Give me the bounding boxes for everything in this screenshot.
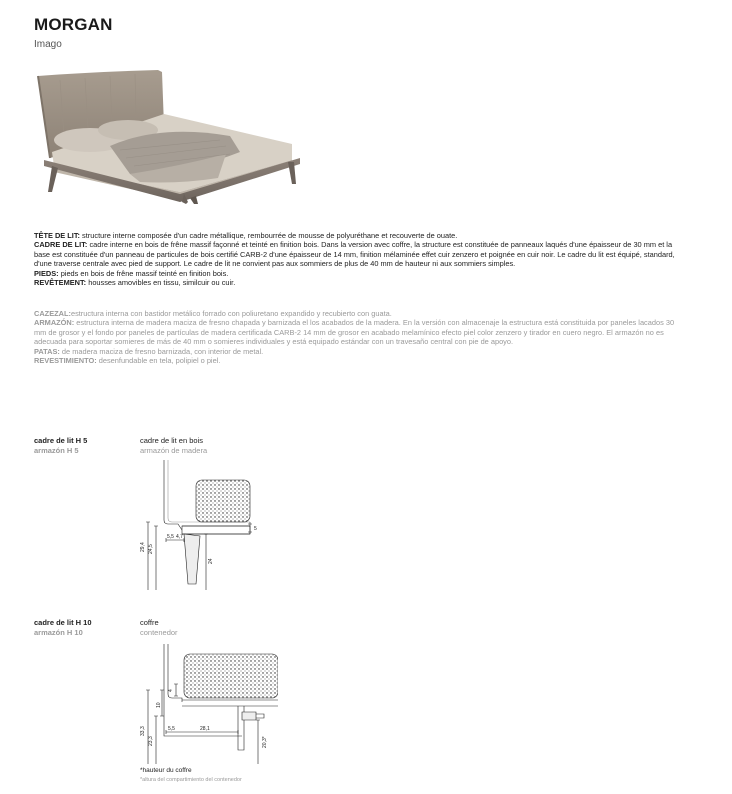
dim6-text: 20,3* — [262, 736, 268, 748]
pieds-label: PIEDS: — [34, 268, 59, 278]
cazezal-paragraph — [34, 309, 686, 318]
dim3-text: 10 — [156, 702, 162, 708]
section2-caption: coffre — [140, 618, 159, 627]
dim2-text: 24,5 — [148, 544, 154, 554]
revestimiento-text: desenfundable en tela, polipiel o piel. — [96, 356, 221, 366]
dim2-text: 23,3 — [148, 736, 154, 746]
dim1-text: 33,3 — [140, 726, 146, 736]
section2-sublabel: armazón H 10 — [34, 628, 83, 637]
cadre-de-lit-paragraph — [34, 240, 686, 268]
revetement-label: REVÊTEMENT: — [34, 278, 87, 288]
dim5-text: 24 — [208, 558, 214, 564]
cadre-text: cadre interne en bois de frêne massif façonné et teinté en finition bois. Dans la version avec coffre, la structure est constituée de panneaux laqués d'une épaisseur de 30 mm et la base est constituée d'un panneau de particules de bois certifié CARB-2 d'une épaisseur de 14 mm, finition mélaminée effet cuir zenzero et poignée en cuir noir. Le cadre du lit est équipé, standard, d'une traverse centrale avec pied de support. Le cadre de lit ne convient pas aux sommiers de plus de 40 mm de hauteur ni aux sommiers simples. — [34, 240, 675, 269]
revestimiento-label: REVESTIMIENTO: — [34, 356, 97, 366]
dim7-text: 4 — [168, 689, 174, 692]
cazezal-text: estructura interna con bastidor metálico forrado con poliuretano expandido y recubierto con guata. — [70, 309, 392, 318]
patas-label: PATAS: — [34, 346, 60, 356]
tete-label: TÊTE DE LIT: — [34, 231, 80, 240]
armazon-paragraph — [34, 318, 686, 346]
revetement-text: housses amovibles en tissu, similcuir ou cuir. — [86, 278, 236, 288]
revetement-paragraph — [34, 278, 686, 287]
tete-de-lit-paragraph — [34, 231, 686, 240]
section1-label: cadre de lit H 5 — [34, 436, 88, 445]
pieds-text: pieds en bois de frêne massif teinté en finition bois. — [58, 268, 229, 278]
dim5-text: 28,1 — [200, 726, 210, 732]
section1-caption: cadre de lit en bois — [140, 436, 203, 445]
section2-label: cadre de lit H 10 — [34, 618, 92, 627]
patas-paragraph — [34, 347, 686, 356]
dim6-text: 5 — [254, 526, 257, 532]
tete-text: structure interne composée d'un cadre métallique, rembourrée de mousse de polyuréthane et recouverte de ouate. — [80, 231, 458, 240]
patas-text: de madera maciza de fresno barnizada, con interior de metal. — [59, 346, 264, 356]
cadre-label: CADRE DE LIT: — [34, 240, 88, 250]
dim3-text: 5,5 — [167, 534, 174, 540]
dim1-text: 29,4 — [140, 542, 146, 552]
section1-subcaption: armazón de madera — [140, 446, 208, 455]
description-spanish — [34, 309, 686, 365]
cazezal-label: CAZEZAL: — [34, 309, 71, 318]
dim4-text: 5,5 — [168, 726, 175, 732]
dim4-text: 4,7 — [176, 534, 183, 540]
armazon-label: ARMAZÓN: — [34, 318, 75, 328]
description-french — [34, 231, 686, 287]
section1-sublabel: armazón H 5 — [34, 446, 79, 455]
storage-coffre-drawing — [138, 640, 278, 766]
bed-frame-h5-drawing — [138, 460, 270, 592]
brand-name: Imago — [34, 39, 62, 50]
section2-subcaption: contenedor — [140, 628, 178, 637]
product-title: MORGAN — [34, 15, 113, 34]
bed-photo — [30, 66, 306, 206]
pieds-paragraph — [34, 269, 686, 278]
footnote-french: *hauteur du coffre — [140, 767, 192, 774]
footnote-spanish: *altura del compartimiento del contenedor — [140, 777, 242, 783]
armazon-text: estructura interna de madera maciza de fresno chapada y barnizada el los acabados de la madera. En la versión con almacenaje la estructura está constituida por paneles lacados 30 mm de grosor y el fondo por paneles de partículas de madera certificada CARB-2 14 mm de grosor en acabado melamínico efecto piel color zenzero y tirador en cuero negro. El armazón no es adecuada para soportar somieres de más de 40 mm o somieres individuales y está equipado estándar con un travesaño central con pie de apoyo. — [34, 318, 675, 347]
revestimiento-paragraph — [34, 356, 686, 365]
